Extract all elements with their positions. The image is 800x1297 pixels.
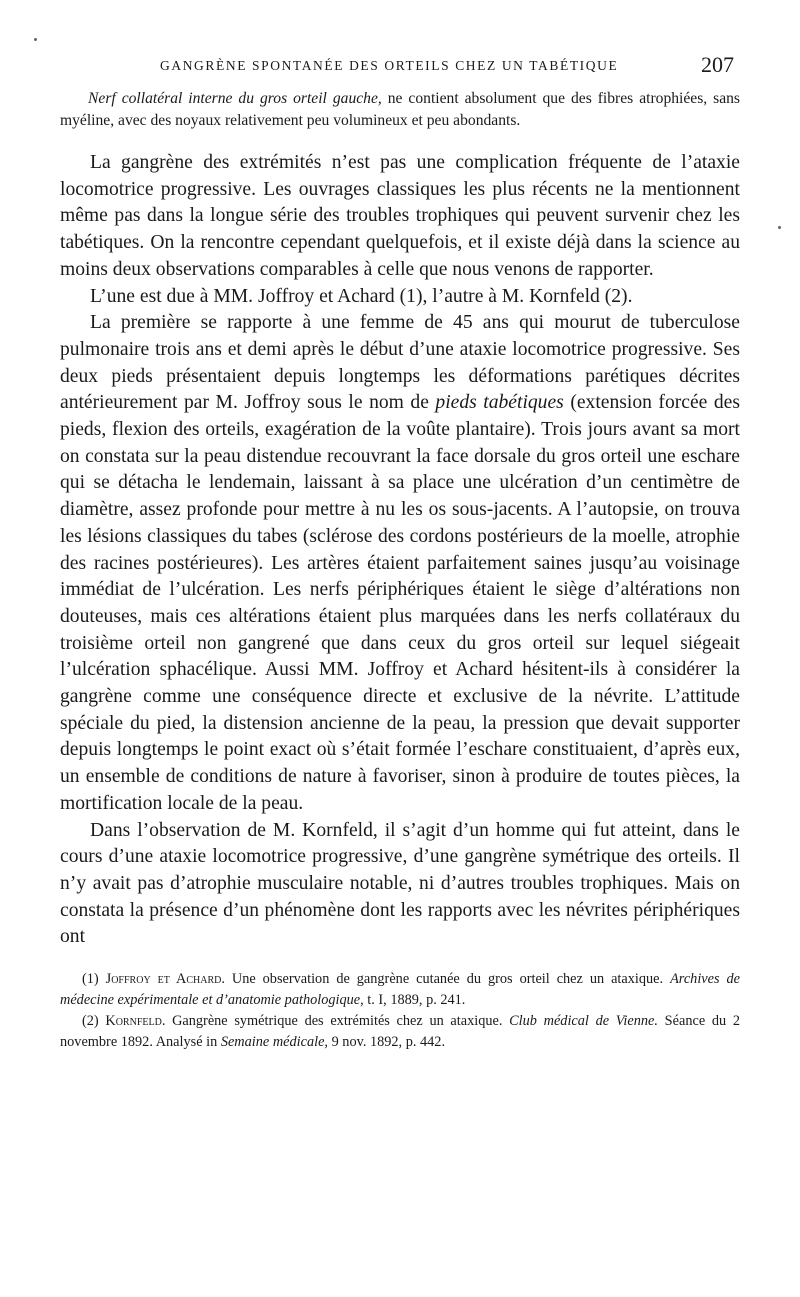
footnote-1 [60, 969, 740, 1011]
footnote-1-marker: (1) [82, 971, 106, 988]
intro-paragraph [60, 88, 740, 132]
footnote-2-marker: (2) [82, 1013, 106, 1030]
footnote-1-journal: Archives de médecine expérimentale et d’anatomie pathologique, [60, 971, 741, 1009]
paragraph-4: Dans l’observation de M. Kornfeld, il s’agit d’un homme qui fut atteint, dans le cours d’une ataxie locomotrice progressive, d’une gangrène symétrique des orteils. Il n’y avait pas d’atrophie musculaire notable, ni d’autres troubles trophiques. Mais on constata la présence d’un phénomène dont les rapports avec les névrites périphériques ont [60, 819, 740, 948]
book-page [60, 48, 740, 1053]
footnotes [60, 969, 740, 1053]
paragraph-1: La gangrène des extrémités n’est pas une complication fréquente de l’ataxie locomotrice progressive. Les ouvrages classiques les plus récents ne la mentionnent même pas dans la longue série des troubles trophiques qui peuvent survenir chez les tabétiques. On la rencontre cependant quelquefois, et il existe déjà dans la science au moins deux observations comparables à celle que nous venons de rapporter. [60, 152, 740, 280]
footnote-2-journal: Club médical de Vienne. [509, 1013, 658, 1030]
footnote-1-author: Joffroy et Achard. [105, 971, 225, 988]
footnote-1-ref: t. I, 1889, p. 241. [363, 992, 466, 1009]
paragraph-2: L’une est due à MM. Joffroy et Achard (1), l’autre à M. Kornfeld (2). [90, 285, 633, 307]
paragraph-3 [60, 310, 740, 817]
footnote-1-text: Une observation de gangrène cutanée du gros orteil chez un ataxique. [224, 971, 671, 988]
paragraph-3-part-b: (extension forcée des pieds, flexion des orteils, exagération de la voûte plantaire). Trois jours avant sa mort on constata sur la peau distendue recouvrant la face dorsale du gros orteil une eschare qui se détacha le lendemain, laissant à sa place une ulcération d’un centimètre de diamètre, assez profonde pour mettre à nu les os sous-jacents. A l’autopsie, on trouva les lésions classiques du tabes (sclérose des cordons postérieurs de la moelle, atrophie des racines postérieures). Les artères étaient parfaitement saines jusqu’au voisinage immédiat de l’ulcération. Les nerfs périphériques étaient le siège d’altérations non douteuses, mais ces altérations étaient plus marquées dans les nerfs collatéraux du troisième orteil non gangrené que dans ceux du gros orteil sur lequel siégeait l’ulcération sphacélique. Aussi MM. Joffroy et Achard hésitent-ils à considérer la gangrène comme une conséquence directe et exclusive de la névrite. L’attitude spéciale du pied, la distension ancienne de la peau, la pression que devait supporter depuis longtemps le point exact où s’était formée l’eschare constituaient, d’après eux, un ensemble de conditions de nature à favoriser, sinon à produire de toutes pièces, la mortification locale de la peau. [60, 392, 740, 814]
footnote-2 [60, 1011, 740, 1053]
page-number: 207 [701, 52, 734, 77]
running-head [60, 48, 740, 88]
footnote-2-journal-2: Semaine médicale, [220, 1034, 328, 1051]
paper-speck [34, 38, 37, 41]
paper-speck [778, 226, 781, 229]
paragraph-3-part-a: La première se rapporte à une femme de 45 ans qui mourut de tuberculose pulmonaire trois ans et demi après le début d’une ataxie locomotrice progressive. Ses deux pieds présentaient depuis longtemps les déformations parétiques décrites antérieurement par M. Joffroy sous le nom de [60, 312, 740, 414]
footnote-2-mid: Séance du 2 novembre 1892. Analysé in [60, 1013, 740, 1051]
footnote-2-ref: 9 nov. 1892, p. 442. [328, 1034, 446, 1051]
running-title: GANGRÈNE SPONTANÉE DES ORTEILS CHEZ UN TABÉTIQUE [160, 58, 619, 73]
footnote-2-author: Kornfeld. [105, 1013, 166, 1030]
paragraph-3-italic: pieds tabétiques [435, 392, 564, 414]
intro-rest: ne contient absolument que des fibres atrophiées, sans myéline, avec des noyaux relativement peu volumineux et peu abondants. [60, 90, 740, 129]
footnote-2-text: Gangrène symétrique des extrémités chez un ataxique. [165, 1013, 510, 1030]
intro-italic-lead: Nerf collatéral interne du gros orteil gauche, [88, 90, 382, 107]
